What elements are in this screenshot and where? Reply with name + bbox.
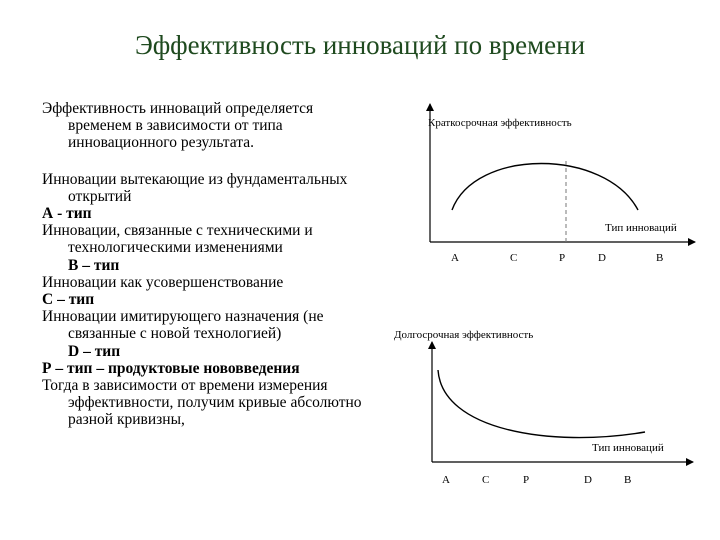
paragraph-gap [42,152,372,171]
paragraph-conclusion: Тогда в зависимости от времени измерения эффективности, получим кривые абсолютно разной кривизны, [42,377,362,429]
long-term-tick-p: Р [523,474,530,486]
short-term-tick-b: В [656,252,664,264]
short-term-diagram [400,100,700,275]
long-term-curve [438,370,645,438]
short-term-tick-d: D [598,252,606,264]
short-term-svg [400,100,700,275]
paragraph-type-a-desc: Инновации вытекающие из фундаментальных открытий [42,170,348,205]
paragraph-type-b: В – тип [68,256,120,274]
paragraph-type-a: А - тип [42,205,92,223]
long-term-tick-a: А [442,474,450,486]
short-term-tick-c: С [510,252,518,264]
long-term-diagram [390,320,700,495]
short-term-tick-p: Р [559,252,566,264]
short-term-tick-a: А [451,252,459,264]
long-term-tick-d: D [584,474,592,486]
long-term-tick-b: В [624,474,632,486]
paragraph-type-d-desc: Инновации имитирующего назначения (не связанные с новой технологией) [42,308,324,343]
long-term-tick-c: С [482,474,490,486]
paragraph-intro: Эффективность инноваций определяется временем в зависимости от типа инновационного результата. [42,100,314,152]
paragraph-type-c-desc: Инновации как усовершенствование [42,273,284,291]
paragraph-type-d: D – тип [68,342,121,360]
paragraph-type-c: С – тип [42,291,95,309]
short-term-y-label: Краткосрочная эффективность [428,117,572,129]
long-term-y-label: Долгосрочная эффективность [394,329,534,341]
paragraph-type-p: Р – тип – продуктовые нововведения [42,359,300,377]
slide-title: Эффективность инноваций по времени [134,30,586,60]
long-term-x-label: Тип инноваций [592,442,664,454]
short-term-curve [452,164,638,211]
long-term-svg [390,320,700,495]
text-body [42,100,372,429]
short-term-x-label: Тип инноваций [605,222,677,234]
paragraph-type-b-desc: Инновации, связанные с техническими и технологическими изменениями [42,222,313,257]
